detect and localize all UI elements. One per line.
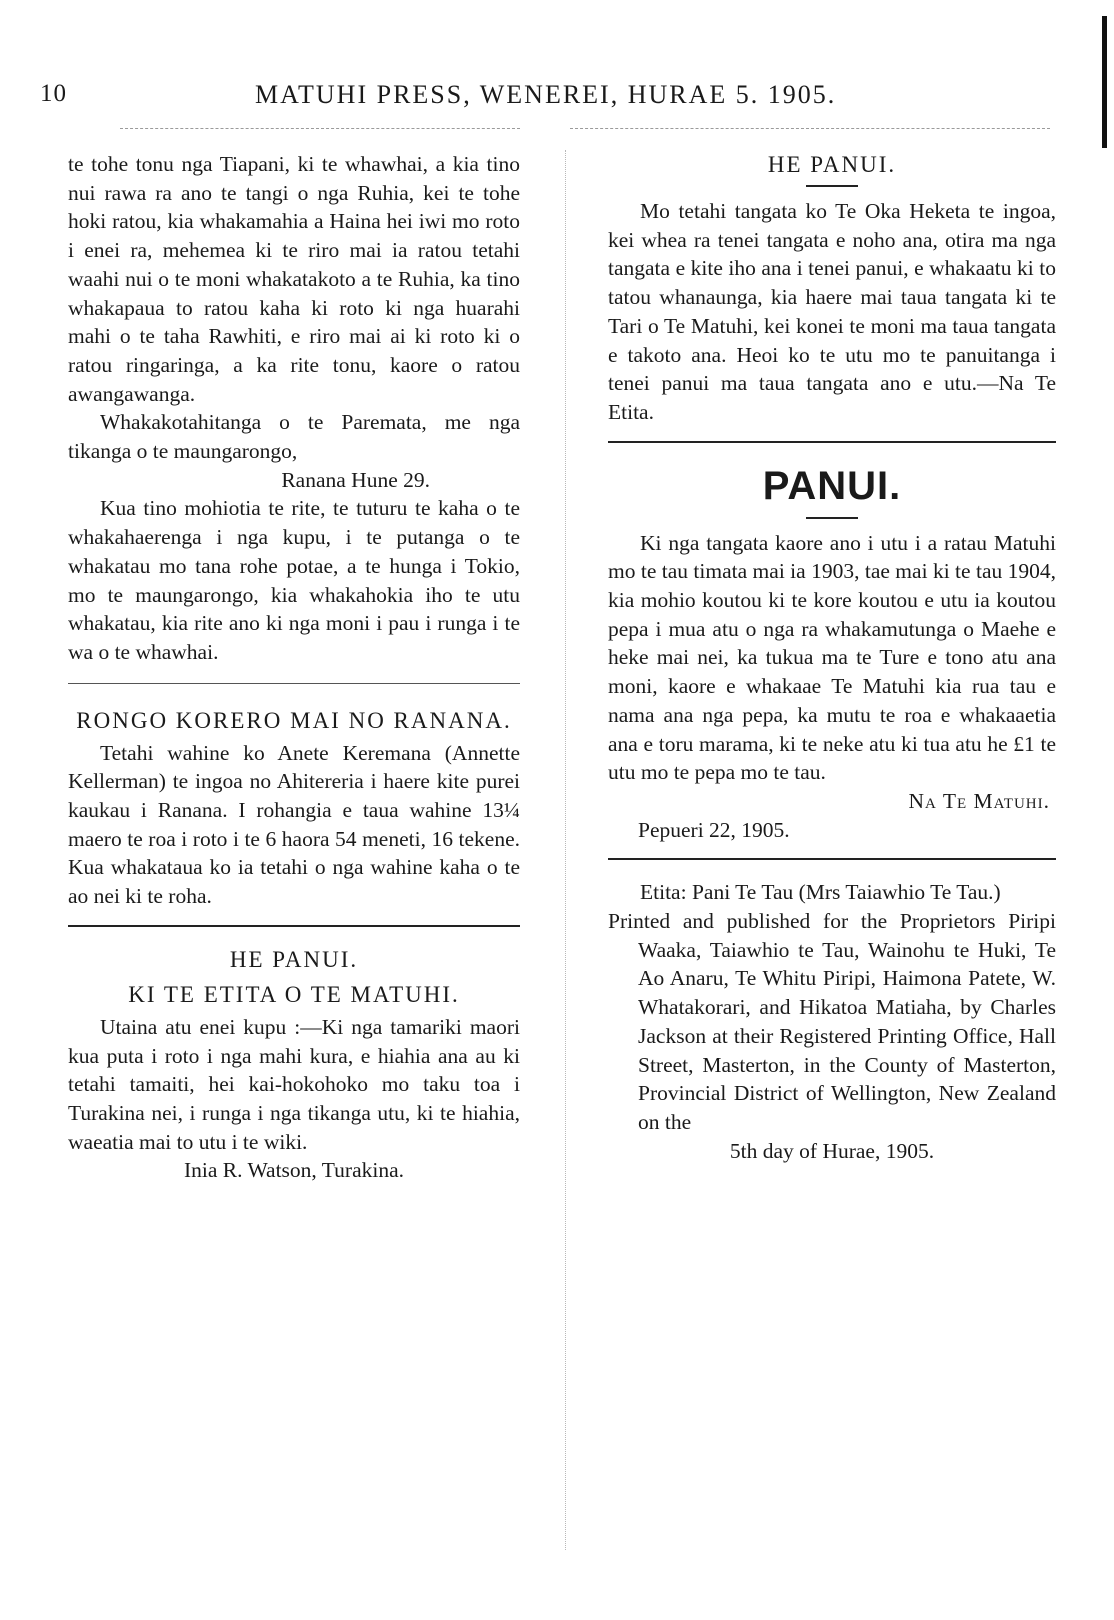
article-paragraph: Whakakotahitanga o te Paremata, me nga tikanga o te maungarongo,	[68, 410, 520, 464]
header-rule-left	[120, 128, 520, 129]
section-divider	[68, 683, 520, 684]
left-column	[68, 150, 520, 1185]
notice-paragraph: Mo tetahi tangata ko Te Oka Heketa te ingoa, kei whea ra tenei tangata e noho ana, otira ma nga tangata e kite iho ana i tenei panui, e whakaatu ki to tatou whanaunga, kia haere mai taua tangata ki te Tari o Te Matuhi, kei konei te moni ma taua tangata e takoto ana. Heoi ko te utu mo te panuitanga i tenei panui ma taua tangata ano e utu.—Na Te Etita.	[608, 199, 1056, 424]
section-divider	[608, 858, 1056, 860]
running-head: MATUHI PRESS, WENEREI, HURAE 5. 1905.	[255, 80, 837, 109]
article-paragraph: Tetahi wahine ko Anete Keremana (Annette Kellerman) te ingoa no Ahitereria i haere kite purei kaukau i Ranana. I rohangia e taua wahine 13¼ maero te roa i roto i te 6 haora 54 meneti, 16 tekene. Kua whakataua ko ia tetahi o nga wahine kaha o te ao nei ki te roha.	[68, 740, 520, 909]
letter-paragraph: Utaina atu enei kupu :—Ki nga tamariki maori kua puta i roto i nga mahi kura, e hiahia ana au ki tetahi tamaiti, hei kai-hokohoko mo taku toa i Turakina nei, i runga i nga tikanga utu, ki te hiahia, waeatia mai to utu i te wiki.	[68, 1014, 520, 1154]
header-rule-right	[570, 128, 1050, 129]
heading-rule	[806, 517, 858, 519]
column-divider	[565, 150, 566, 1550]
dateline: Ranana Hune 29.	[281, 467, 430, 492]
signature: Inia R. Watson, Turakina.	[183, 1158, 405, 1183]
notice-paragraph: Ki nga tangata kaore ano i utu i a ratau Matuhi mo te tau timata mai ia 1903, tae mai ki te tau 1904, kia mohio koutou ki te kore koutou e utu ia koutou pepa i mua atu o nga ra whakamutunga o Maehe e heke mai nei, ka tukua ma te Ture e tono atu ana moni, kaore e whakaae Te Matuhi kia rua tau e nama ana nga pepa, ka mutu te roa e whakaaetia ana e toru marama, ki te neke atu ki tua atu he £1 te utu mo te pepa mo te tau.	[608, 530, 1056, 785]
right-column	[608, 150, 1056, 1165]
imprint-date: 5th day of Hurae, 1905.	[729, 1138, 935, 1163]
section-subheading: KI TE ETITA O TE MATUHI.	[128, 981, 460, 1007]
notice-heading: PANUI.	[762, 463, 902, 508]
signature: Na Te Matuhi.	[908, 788, 1050, 813]
section-divider	[608, 441, 1056, 443]
section-heading: HE PANUI.	[767, 152, 897, 177]
imprint-paragraph: Printed and published for the Proprietors Piripi Waaka, Taiawhio te Tau, Wainohu te Huki, Te Ao Anaru, Te Whitu Piripi, Haimona Patete, W. Whatakorari, and Hikatoa Matiaha, by Charles Jackson at their Registered Printing Office, Hall Street, Masterton, in the County of Masterton, Provincial District of Wellington, New Zealand on the	[608, 909, 1056, 1134]
heading-rule	[806, 185, 858, 187]
notice-date: Pepueri 22, 1905.	[638, 817, 790, 842]
masthead	[40, 80, 1080, 120]
section-divider	[68, 925, 520, 927]
article-paragraph: Kua tino mohiotia te rite, te tuturu te kaha o te whakahaerenga i nga kupu, i te putanga o te whakatau mo tana rohe potae, a te hunga i Tokio, mo te maungarongo, kia whakahokia iho te utu whakatau, kia rite ano ki nga moni i pau i runga i te wa o te whawhai.	[68, 496, 520, 664]
section-heading: RONGO KORERO MAI NO RANANA.	[76, 707, 512, 733]
section-heading: HE PANUI.	[229, 946, 359, 972]
article-paragraph: te tohe tonu nga Tiapani, ki te whawhai, a kia tino nui rawa ra ano te tangi o nga Ruhia, kei te tohe hoki ratou, kia whakamahia a Haina hei iwi mo roto i enei ra, mehemea ki te riro mai ia ratou tetahi waahi nui o te moni whakatakoto a te Ruhia, ka tino whakapaua to ratou kaha ki roto ki nga huarahi mahi o te taha Rawhiti, e riro mai ai ki roto ki o ratou ringaringa, a ka rite tonu, kaore o ratou awangawanga.	[68, 152, 520, 406]
editor-line: Etita: Pani Te Tau (Mrs Taiawhio Te Tau.)	[640, 880, 1001, 905]
page-number: 10	[40, 80, 67, 107]
page-edge-bar	[1102, 16, 1107, 148]
